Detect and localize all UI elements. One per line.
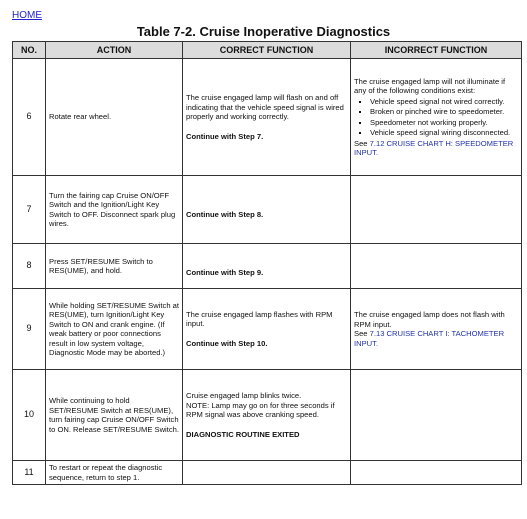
speedometer-chart-link[interactable]: 7.12 CRUISE CHART H: SPEEDOMETER INPUT. [354,138,514,157]
correct-function-cell [183,59,351,176]
incorrect-function-cell [351,176,522,244]
see-label: See [354,138,368,148]
step-number: 9 [13,289,46,370]
tachometer-chart-link[interactable]: 7.13 CRUISE CHART I: TACHOMETER INPUT. [354,329,505,348]
correct-text: The cruise engaged lamp flashes with RPM input. [186,309,333,329]
action-cell: To restart or repeat the diagnostic sequence, return to step 1. [46,461,183,485]
incorrect-text: The cruise engaged lamp does not flash with RPM input. [354,310,505,329]
continue-step: Continue with Step 7. [186,131,264,141]
action-cell: Press SET/RESUME Switch to RES(UME), and hold. [46,244,183,289]
list-item: ▪ Broken or pinched wire to speedometer. [370,107,518,117]
correct-function-cell [183,244,351,289]
table-row [13,461,522,485]
list-item: ▪ Vehicle speed signal not wired correctly. [370,97,518,107]
header-no: NO. [13,42,46,59]
page-title: Table 7-2. Cruise Inoperative Diagnostics [136,24,391,39]
header-action: ACTION [46,42,183,59]
continue-step: Continue with Step 10. [186,338,268,348]
incorrect-text: The cruise engaged lamp will not illuminate if any of the following conditions exist: [354,76,506,95]
incorrect-function-cell [351,244,522,289]
routine-exited: DIAGNOSTIC ROUTINE EXITED [186,429,300,439]
table-header-row [13,42,522,59]
incorrect-function-cell [351,289,522,370]
step-number: 7 [13,176,46,244]
correct-text: Cruise engaged lamp blinks twice. [186,391,302,400]
condition-list [354,97,518,138]
incorrect-function-cell [351,59,522,176]
action-cell: Rotate rear wheel. [46,59,183,176]
action-cell: While continuing to hold SET/RESUME Switch at RES(UME), turn fairing cap Cruise ON/OFF Switch to ON. Release SET/RESUME Switch. [46,370,183,461]
header-incorrect-function: INCORRECT FUNCTION [351,42,522,59]
incorrect-function-cell [351,370,522,461]
see-label: See [354,329,368,338]
step-number: 8 [13,244,46,289]
correct-function-cell [183,176,351,244]
header-correct-function: CORRECT FUNCTION [183,42,351,59]
incorrect-function-cell [351,461,522,485]
correct-function-cell [183,461,351,485]
list-item: ▪ Vehicle speed signal wiring disconnected. [370,128,518,138]
continue-step: Continue with Step 9. [186,268,264,278]
step-number: 6 [13,59,46,176]
step-number: 11 [13,461,46,485]
table-row [13,370,522,461]
table-row [13,59,522,176]
note-text: NOTE: Lamp may go on for three seconds if RPM signal was above cranking speed. [186,400,335,419]
list-item: ▪ Speedometer not working properly. [370,118,518,128]
action-cell: Turn the fairing cap Cruise ON/OFF Switch and the Ignition/Light Key Switch to OFF. Disconnect spark plug wires. [46,176,183,244]
table-row [13,289,522,370]
table-row [13,176,522,244]
diagnostics-table [12,41,522,485]
continue-step: Continue with Step 8. [186,209,264,219]
correct-function-cell [183,370,351,461]
correct-function-cell [183,289,351,370]
step-number: 10 [13,370,46,461]
home-link[interactable]: HOME [12,10,42,21]
action-cell: While holding SET/RESUME Switch at RES(UME), turn Ignition/Light Key Switch to ON and crank engine. (If weak battery or poor connections result in low system voltage, Diagnostic Mode may be aborted.) [46,289,183,370]
correct-text: The cruise engaged lamp will flash on and off indicating that the vehicle speed signal is wired properly and working correctly. [186,93,344,121]
table-row [13,244,522,289]
